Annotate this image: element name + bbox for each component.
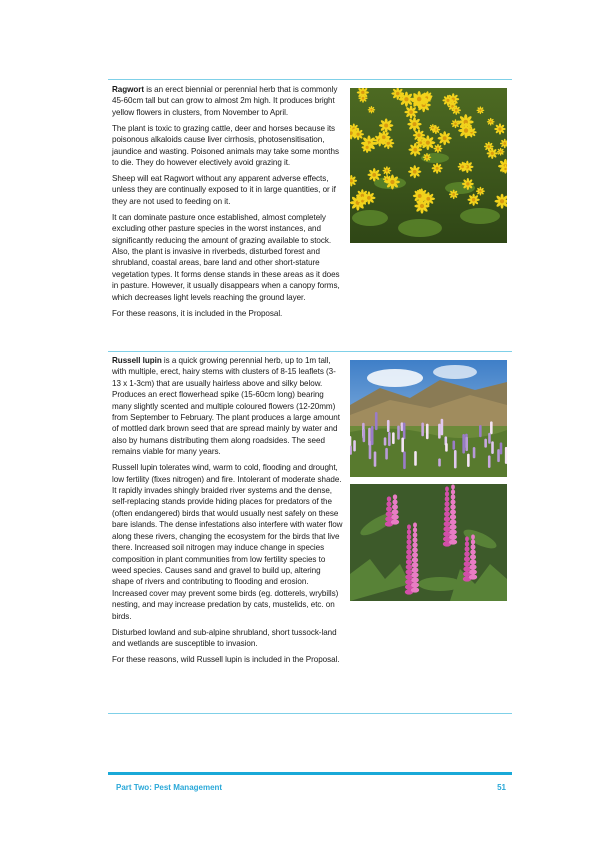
lupin-section — [108, 355, 512, 711]
lupin-paragraph-4: For these reasons, wild Russell lupin is included in the Proposal. — [112, 654, 340, 664]
ragwort-paragraph-2: The plant is toxic to grazing cattle, deer and horses because its poisonous alkaloids cause liver cirrhosis, photosensitisation, jaundice and wasting. Poisoned animals may take some months to die. They do however electively avoid grazing it. — [112, 123, 339, 168]
lupin-closeup-photo — [350, 484, 507, 601]
ragwort-paragraph-5: For these reasons, it is included in the Proposal. — [112, 308, 283, 318]
ragwort-text — [112, 84, 344, 324]
footer-section-title: Part Two: Pest Management — [116, 783, 223, 792]
ragwort-paragraph-1 — [112, 84, 344, 118]
bottom-rule — [108, 713, 512, 714]
ragwort-photo — [350, 88, 507, 243]
page-number: 51 — [497, 783, 506, 792]
ragwort-intro-text: is an erect biennial or perennial herb that is commonly 45-60cm tall but can grow to almost 2m high. It produces bright yellow flowers in clusters, from November to April. — [112, 85, 338, 117]
lupin-paragraph-3: Disturbed lowland and sub-alpine shrubland, short tussock-land and wetlands are susceptible to invasion. — [112, 627, 337, 648]
ragwort-name: Ragwort — [112, 85, 145, 94]
lupin-paragraph-2: Russell lupin tolerates wind, warm to cold, flooding and drought, low fertility (fixes nitrogen) and fire. Intolerant of moderate shade. It rapidly invades shingly braided river systems and the dense, self-replacing stands provide hiding places for predators of the (often endangered) birds that would usually nest safely on these bare islands. The dense infestations also interfere with water flow along these rivers, changing the ecosystem for the birds that live there. Increased soil nitrogen may induce change in species composition in plant communities from low fertility species to weed species. Causes sand and gravel to build up, altering shape of rivers and contributing to flooding and erosion. Increased cover may prevent some birds (eg. dotterels, wrybills) nesting, and may increase predation by cats, mustelids, etc. on birds. — [112, 463, 343, 621]
top-rule — [108, 79, 512, 80]
ragwort-section — [108, 84, 512, 350]
middle-rule — [108, 351, 512, 352]
ragwort-paragraph-3: Sheep will eat Ragwort without any apparent adverse effects, unless they are continually exposed to it in large quantities, or if they are not used to feeding on it. — [112, 174, 336, 206]
lupin-name: Russell lupin — [112, 356, 162, 365]
ragwort-paragraph-4: It can dominate pasture once established, almost completely excluding other pasture species in the worst instances, and significantly reducing the amount of grazing available to stock. Also, the plant is invasive in riverbeds, disturbed forest and shrubland, coastal areas, bare land and other short-stature vegetation types. It forms dense stands in these areas as it does in pasture. However, it usually disappears when a canopy forms, which decreases light levels reaching the ground layer. — [112, 212, 340, 302]
footer-bar — [108, 772, 512, 775]
lupin-intro-text: is a quick growing perennial herb, up to 1m tall, with multiple, erect, hairy stems with clusters of 8-15 leaflets (3-13 x 1-3cm) that are usually hairless above and silky below. Produces an erect flowerhead spike (15-60cm long) bearing many slightly scented and multiple coloured flowers (12-20mm) from September to February. The plant produces a large amount of mottled dark brown seed that are spread mainly by water and also by humans distributing them along roadsides. The seed remains viable for many years. — [112, 356, 340, 457]
lupin-landscape-photo — [350, 360, 507, 477]
lupin-paragraph-1 — [112, 355, 344, 458]
lupin-text — [112, 355, 344, 670]
